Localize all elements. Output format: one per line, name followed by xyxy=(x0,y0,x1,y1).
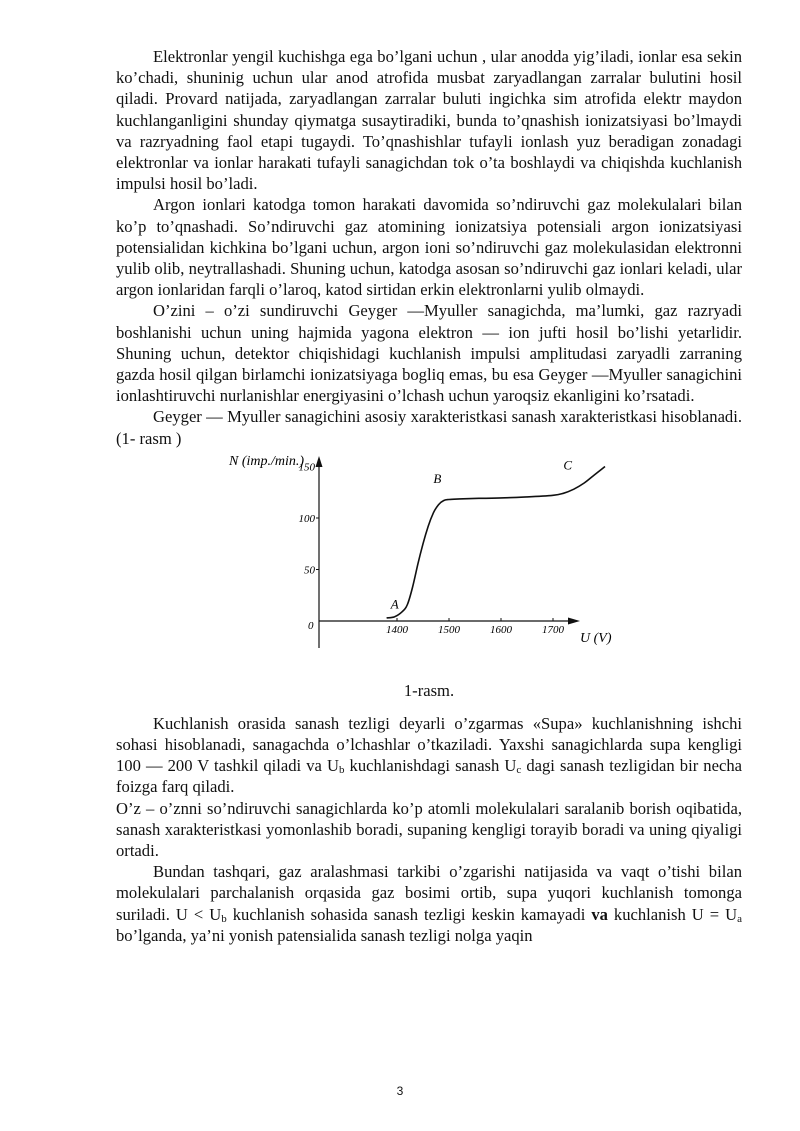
paragraph-3: O’zini – o’zi sundiruvchi Geyger —Myuller sanagichda, ma’lumki, gaz razryadi boshlanishi uchun uning hajmida yagona elektron — ion jufti hosil bo’lishi yetarlidir. Shuning uchun, detektor chiqishidagi kuchlanish impulsi amplitudasi zaryadli zarraning gazda hosil qilgan birlamchi ionizatsiyaga bogliq emas, bu esa Geyger —Myuller sanagichini ionlashtiruvchi nurlanishlar energiyasini o’lchash uchun yaroqsiz ekanligini ko’rsatadi. xyxy=(116,301,742,406)
y-tick-label: 150 xyxy=(298,461,315,474)
subscript-b: b xyxy=(221,912,227,925)
paragraph-7-text-d: bo’lganda, ya’ni yonish patensialida sanash tezligi nolga yaqin xyxy=(116,925,533,945)
x-axis-label: U (V) xyxy=(580,630,612,646)
bold-word: va xyxy=(591,904,608,924)
x-tick-label: 1700 xyxy=(542,623,564,636)
x-tick-label: 1400 xyxy=(386,623,408,636)
point-label-a: A xyxy=(390,596,399,612)
origin-label: 0 xyxy=(308,619,314,632)
paragraph-5-text-c: dagi sanash tezligidan bir necha foizga farq qiladi. xyxy=(116,756,742,797)
y-ticks xyxy=(299,461,320,576)
y-tick-label: 100 xyxy=(298,512,315,525)
page-content xyxy=(116,46,742,946)
paragraph-5 xyxy=(116,713,742,798)
figure-1 xyxy=(116,452,742,672)
paragraph-5-text-a: Kuchlanish orasida sanash tezligi deyarli o’zgarmas «Supa» kuchlanishning ishchi sohasi hisoblanadi, sanagachda o’lchashlar o’tkaziladi. Yaxshi sanagichlarda supa kengligi 100 — 200 V tashkil qiladi va U xyxy=(116,713,742,776)
paragraph-4: Geyger — Myuller sanagichini asosiy xarakteristkasi sanash xarakteristkasi hisoblanadi. (1- rasm ) xyxy=(116,407,742,448)
paragraph-7-text-b: kuchlanish sohasida sanash tezligi keskin kamayadi xyxy=(226,904,592,924)
paragraph-2: Argon ionlari katodga tomon harakati davomida so’ndiruvchi gaz molekulalari bilan ko’p to’qnashadi. So’ndiruvchi gaz atomining ionizatsiya potensiali argon ionizatsiyasi potensialidan kichkina bo’lgani uchun, argon ioni so’ndiruvchi gaz molekulasidan elektronni yulib olib, neytrallashadi. Shuning uchun, katodga asosan so’ndiruvchi gaz ionlari keladi, ular argon ionlaridan farqli o’laroq, katod sirtidan erkin elektronlarni yulib olmaydi. xyxy=(116,195,742,300)
subscript-c: c xyxy=(516,764,522,777)
subscript-a: a xyxy=(737,912,743,925)
paragraph-7 xyxy=(116,861,742,946)
page-number: 3 xyxy=(396,1084,404,1098)
paragraph-1: Elektronlar yengil kuchishga ega bo’lgani uchun , ular anodda yig’iladi, ionlar esa sekin ko’chadi, shuninig uchun ular anod atrofida musbat zaryadlangan zarralar bulutini hosil qiladi. Provard natijada, zaryadlangan zarralar buluti ingichka sim atrofida elektr maydon kuchlanganligini shunday qiymatga susaytiradiki, bunda to’qnashish ionizatsiyasi bo’lmaydi va razryadning faol etapi tugaydi. To’qnashishlar tufayli ionlash yuz beradigan zonadagi elektronlar va ionlar harakati tufayli sanagichdan tok o’ta boshlaydi va chiqishda kuchlanish impulsi hosil bo’ladi. xyxy=(116,47,742,194)
paragraph-5-text-b: kuchlanishdagi sanash U xyxy=(344,756,517,776)
paragraph-7-text-c: kuchlanish U = U xyxy=(607,904,738,924)
x-axis-arrow xyxy=(568,617,580,624)
figure-caption: 1-rasm. xyxy=(403,680,455,700)
paragraph-6: O’z – o’znni so’ndiruvchi sanagichlarda ko’p atomli molekulalari saralanib borish oqibatida, sanash xarakteristkasi yomonlashib boradi, supaning kengligi torayib boradi va uning qiyaligi ortadi. xyxy=(116,798,742,861)
y-axis-arrow xyxy=(316,456,323,467)
point-label-c: C xyxy=(563,457,573,473)
curve-annotations xyxy=(390,457,573,611)
counting-characteristic-chart xyxy=(116,452,742,672)
x-tick-label: 1600 xyxy=(490,623,512,636)
subscript-b: b xyxy=(338,764,345,777)
point-label-b: B xyxy=(433,470,442,486)
counting-curve xyxy=(387,466,605,617)
paragraph-7-text-a: Bundan tashqari, gaz aralashmasi tarkibi o’zgarishi natijasida va vaqt o’tishi bilan molekulalari parchalanish orqasida gaz bosimi ortib, supa yuqori kuchlanish tomonga suriladi. U < U xyxy=(116,862,742,924)
y-axis-label: N (imp./min.) xyxy=(229,453,305,469)
y-tick-label: 50 xyxy=(304,564,315,577)
x-tick-label: 1500 xyxy=(438,623,460,636)
